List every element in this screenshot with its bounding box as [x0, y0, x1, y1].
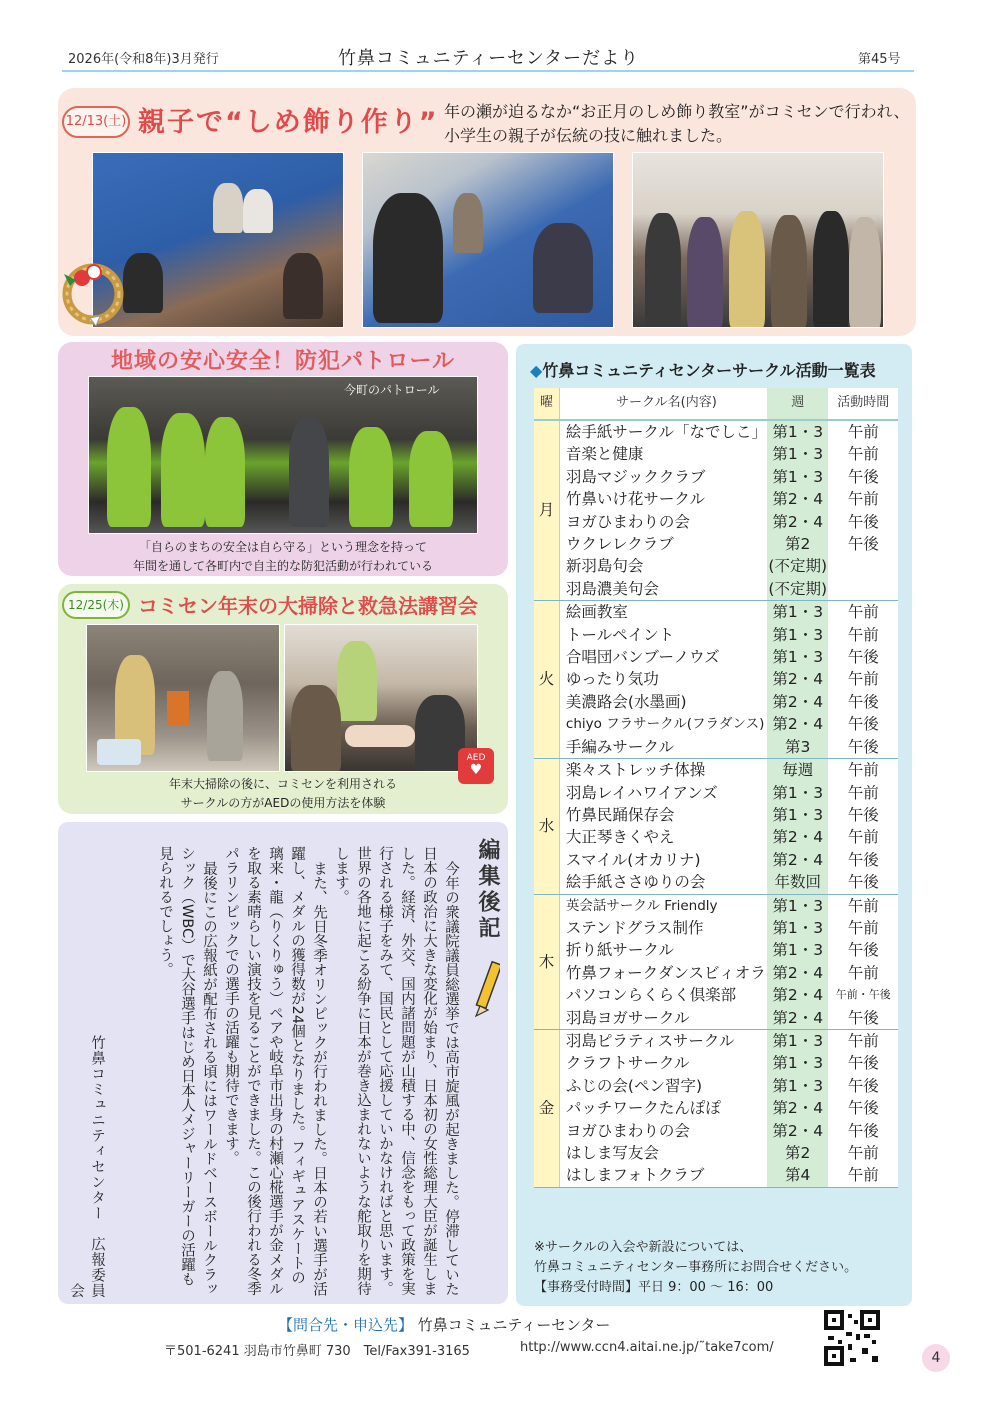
table-row — [534, 804, 898, 826]
shime-photo-2 — [362, 152, 614, 328]
table-header-row — [534, 388, 898, 420]
week-cell: 第1・3 — [767, 894, 829, 917]
header-week: 週 — [767, 388, 829, 420]
week-cell: 第1・3 — [767, 917, 829, 939]
shime-photo-1 — [92, 152, 344, 328]
editorial-signature: 竹鼻コミュニティセンター 広報委員会 — [68, 1034, 105, 1298]
editorial-title: 編集後記 — [475, 838, 500, 942]
aed-label: AED — [466, 753, 486, 763]
table-row — [534, 555, 898, 577]
week-cell: 毎週 — [767, 759, 829, 782]
time-cell: 午後 — [828, 736, 898, 759]
circles-note — [534, 1238, 906, 1298]
circle-name-cell: ヨガひまわりの会 — [565, 512, 690, 531]
time-cell: 午後 — [847, 805, 879, 824]
time-cell: 午前 — [847, 896, 879, 915]
footer-contact — [278, 1314, 610, 1335]
footer-contact-name: 竹鼻コミュニティーセンター — [417, 1316, 611, 1334]
week-cell: 第1・3 — [767, 804, 829, 826]
patrol-caption — [58, 538, 508, 576]
circle-name-cell: ゆったり気功 — [565, 670, 659, 689]
week-cell: 第2・4 — [767, 962, 829, 984]
circle-name-cell: パッチワークたんぽぽ — [565, 1099, 721, 1118]
circle-name-cell: 羽島レイハワイアンズ — [565, 783, 718, 802]
patrol-caption-line2: 年間を通して各町内で自主的な防犯活動が行われている — [132, 559, 433, 573]
week-cell: 第2・4 — [767, 691, 829, 713]
table-row — [534, 466, 898, 488]
time-cell: 午後 — [847, 467, 879, 486]
circle-name-cell: 羽島マジッククラブ — [565, 467, 706, 486]
cleaning-caption-line1: 年末大掃除の後に、コミセンを利用される — [168, 777, 397, 791]
circle-name-cell: 楽々ストレッチ体操 — [565, 761, 706, 780]
circle-name-cell: ヨガひまわりの会 — [565, 1121, 690, 1140]
week-cell: 第1・3 — [767, 1052, 829, 1074]
header-time: 活動時間 — [828, 388, 898, 420]
shime-wreath-icon — [60, 256, 126, 326]
table-row — [534, 646, 898, 668]
patrol-title: 地域の安心安全！防犯パトロール — [110, 349, 456, 374]
table-row — [534, 1029, 898, 1052]
week-cell: 第2・4 — [767, 984, 829, 1006]
week-cell: 第3 — [767, 736, 829, 759]
time-cell: 午後 — [847, 1054, 879, 1073]
time-cell: 午後 — [847, 1099, 879, 1118]
cleaning-caption — [58, 775, 508, 813]
circle-name-cell: 折り紙サークル — [565, 941, 674, 960]
cleaning-photo — [86, 624, 280, 772]
time-cell — [828, 555, 898, 577]
table-row — [534, 691, 898, 713]
table-row — [534, 871, 898, 894]
cleaning-date-badge: 12/25(木) — [62, 591, 130, 619]
week-cell: 第1・3 — [767, 646, 829, 668]
patrol-caption-line1: 「自らのまちの安全は自ら守る」という理念を持って — [138, 540, 427, 554]
circle-name-cell: 竹鼻フォークダンスビィオラ — [565, 963, 766, 982]
time-cell: 午前 — [847, 918, 879, 937]
time-cell: 午後 — [847, 692, 879, 711]
week-cell: 第1・3 — [767, 624, 829, 646]
day-cell: 木 — [534, 894, 559, 1029]
circles-title-text: 竹鼻コミュニティセンターサークル活動一覧表 — [542, 361, 876, 380]
table-row — [534, 1007, 898, 1030]
circle-name-cell: 竹鼻いけ花サークル — [565, 490, 705, 509]
time-cell: 午後 — [847, 535, 879, 554]
time-cell: 午前 — [847, 490, 879, 509]
circles-title — [530, 358, 876, 381]
time-cell: 午前 — [847, 603, 879, 622]
qr-code-icon[interactable] — [824, 1310, 880, 1366]
circle-name-cell: 羽島ピラティスサークル — [565, 1031, 735, 1050]
table-row — [534, 939, 898, 961]
circles-note-line3: 【事務受付時間】平日 9：00 ～ 16：00 — [534, 1280, 774, 1295]
circle-name-cell: クラフトサークル — [565, 1054, 690, 1073]
cleaning-caption-line2: サークルの方がAEDの使用方法を体験 — [180, 796, 386, 810]
table-row — [534, 443, 898, 465]
editorial-paragraph-2: また、先日冬季オリンピックが行われました。日本の若い選手が活躍し、メダルの獲得数が24個となりました。フィギュアスケートの璃来・龍（りくりゅう）ペアや岐阜市出身の村瀬心椛選手が金メダルを取る素晴らしい演技を見ることができました。この後行われる冬季パラリンピックでの選手の活躍も期待できます。 — [223, 846, 327, 1296]
aed-icon: AED ♥ — [458, 748, 494, 784]
week-cell: 第2・4 — [767, 713, 829, 735]
week-cell: 第2・4 — [767, 1007, 829, 1030]
table-row — [534, 624, 898, 646]
shime-description: 年の瀬が迫るなか“お正月のしめ飾り教室”がコミセンで行われ、小学生の親子が伝統の技に触れました。 — [444, 102, 910, 145]
editorial-paragraph-1: 今年の衆議院議員総選挙では高市旋風が起きました。停滞していた日本の政治に大きな変化が始まり、日本初の女性総理大臣が誕生しました。経済、外交、国内諸問題が山積する中、信念をもって政策を実行される様子をみて、国民として応援していかなければと思います。世界の各地に起こる紛争に日本が巻き込まれないような舵取りを期待します。 — [333, 846, 459, 1296]
table-row — [534, 1164, 898, 1187]
table-row — [534, 488, 898, 510]
table-row — [534, 1097, 898, 1119]
time-cell: 午後 — [828, 871, 898, 894]
time-cell: 午後 — [847, 512, 879, 531]
time-cell: 午前・午後 — [835, 988, 891, 1002]
circle-name-cell: トールペイント — [565, 625, 675, 644]
time-cell: 午前 — [847, 423, 879, 441]
circle-name-cell: 美濃路会(水墨画) — [565, 692, 687, 711]
table-row — [534, 1142, 898, 1164]
table-row — [534, 713, 898, 735]
week-cell: (不定期) — [767, 555, 829, 577]
time-cell: 午後 — [847, 850, 879, 869]
week-cell: 第1・3 — [767, 1075, 829, 1097]
time-cell: 午前 — [847, 828, 879, 847]
footer-url-link[interactable]: http://www.ccn4.aitai.ne.jp/˜take7com/ — [520, 1340, 774, 1355]
table-row — [534, 668, 898, 690]
week-cell: 第1・3 — [767, 1029, 829, 1052]
header-day: 曜 — [534, 388, 559, 420]
aed-photo — [284, 624, 478, 772]
week-cell: 第2・4 — [767, 488, 829, 510]
week-cell: 第1・3 — [767, 939, 829, 961]
time-cell: 午後 — [828, 1007, 898, 1030]
day-cell: 金 — [534, 1029, 559, 1187]
table-row — [534, 511, 898, 533]
editorial-paragraph-3: 最後にこの広報紙が配布される頃にはワールドベースボールクラッシック（WBC）で大谷選手はじめ日本人メジャーリーガーの活躍も見られるでしょう。 — [157, 846, 217, 1296]
day-cell: 月 — [534, 420, 559, 601]
circles-table — [534, 388, 898, 1188]
shime-date-badge: 12/13(土) — [62, 106, 130, 138]
diamond-icon: ◆ — [530, 361, 543, 380]
time-cell: 午前 — [847, 1144, 879, 1162]
week-cell: 第1・3 — [767, 601, 829, 624]
circle-name-cell: 大正琴きくやえ — [565, 828, 675, 847]
table-row — [534, 984, 898, 1006]
shime-title: 親子で“しめ飾り作り” — [138, 107, 439, 138]
table-row — [534, 782, 898, 804]
week-cell: 第1・3 — [767, 782, 829, 804]
week-cell: 第1・3 — [767, 466, 829, 488]
patrol-photo — [88, 376, 478, 534]
circle-name-cell: 羽島ヨガサークル — [559, 1007, 767, 1030]
day-cell: 火 — [534, 601, 559, 759]
week-cell: 第2 — [767, 1142, 829, 1164]
newsletter-title: 竹鼻コミュニティーセンターだより — [338, 48, 640, 69]
week-cell: 第2・4 — [767, 1097, 829, 1119]
circle-name-cell: ウクレレクラブ — [565, 535, 674, 554]
circle-name-cell: 竹鼻民踊保存会 — [565, 805, 675, 824]
table-row — [534, 601, 898, 624]
time-cell: 午前 — [847, 445, 879, 464]
week-cell: 第2・4 — [767, 826, 829, 848]
time-cell: 午前 — [828, 1164, 898, 1187]
week-cell: (不定期) — [767, 578, 829, 601]
time-cell: 午後 — [847, 1076, 879, 1095]
circle-name-cell: はしまフォトクラブ — [559, 1164, 767, 1187]
cleaning-title: コミセン年末の大掃除と救急法講習会 — [138, 594, 478, 618]
footer-address: 〒501-6241 羽島市竹鼻町 730 Tel/Fax391-3165 — [164, 1344, 470, 1359]
table-row — [534, 1120, 898, 1142]
circle-name-cell: 羽島濃美句会 — [559, 578, 767, 601]
circle-name-cell: ステンドグラス制作 — [565, 918, 704, 937]
table-row — [534, 736, 898, 759]
circle-name-cell: ふじの会(ペン習字) — [565, 1076, 703, 1095]
issue-number: 第45号 — [858, 52, 901, 67]
circle-name-cell: パソコンらくらく倶楽部 — [565, 986, 737, 1005]
header-divider — [62, 70, 914, 72]
week-cell: 第1・3 — [767, 420, 829, 443]
circle-name-cell: 絵手紙サークル「なでしこ」 — [565, 423, 767, 441]
week-cell: 第2・4 — [767, 511, 829, 533]
table-row — [534, 578, 898, 601]
pencil-icon — [470, 958, 500, 1028]
editorial-body — [68, 846, 462, 1298]
table-row — [534, 962, 898, 984]
circle-name-cell: 合唱団バンブーノウズ — [565, 648, 720, 667]
header-name: サークル名(内容) — [559, 388, 767, 420]
table-row — [534, 826, 898, 848]
time-cell: 午前 — [847, 625, 879, 644]
time-cell: 午前 — [847, 963, 879, 982]
circle-name-cell: 新羽島句会 — [565, 557, 644, 576]
shime-photo-3 — [632, 152, 884, 328]
table-row — [534, 420, 898, 443]
table-row — [534, 1052, 898, 1074]
time-cell: 午後 — [847, 941, 879, 960]
circle-name-cell: chiyo フラサークル(フラダンス) — [565, 716, 765, 733]
footer-contact-label: 【問合先・申込先】 — [278, 1316, 414, 1334]
time-cell: 午前 — [847, 783, 879, 802]
circle-name-cell: 英会話サークル Friendly — [565, 897, 718, 914]
time-cell: 午前 — [847, 1031, 879, 1050]
week-cell: 第2 — [767, 533, 829, 555]
circle-name-cell: 絵画教室 — [565, 603, 628, 622]
circle-name-cell: 絵手紙ささゆりの会 — [559, 871, 767, 894]
week-cell: 第2・4 — [767, 849, 829, 871]
circles-note-line2: 竹鼻コミュニティセンター事務所にお問合せください。 — [534, 1260, 858, 1275]
week-cell: 第1・3 — [767, 443, 829, 465]
table-row — [534, 533, 898, 555]
table-row — [534, 1075, 898, 1097]
week-cell: 第2・4 — [767, 1120, 829, 1142]
time-cell: 午前 — [847, 761, 879, 780]
issue-date: 2026年(令和8年)3月発行 — [68, 52, 219, 67]
table-row — [534, 849, 898, 871]
time-cell: 午後 — [847, 1121, 879, 1140]
circles-note-line1: ※サークルの入会や新設については、 — [534, 1240, 753, 1255]
patrol-photo-label: 今町のパトロール — [344, 383, 440, 397]
day-cell: 水 — [534, 759, 559, 894]
time-cell — [828, 578, 898, 601]
circle-name-cell: 手編みサークル — [559, 736, 767, 759]
time-cell: 午前 — [847, 670, 879, 689]
week-cell: 第4 — [767, 1164, 829, 1187]
circle-name-cell: スマイル(オカリナ) — [565, 850, 701, 869]
week-cell: 第2・4 — [767, 668, 829, 690]
circle-name-cell: 音楽と健康 — [565, 445, 644, 464]
page-number: 4 — [922, 1344, 950, 1372]
time-cell: 午後 — [847, 648, 879, 667]
circle-name-cell: はしま写友会 — [565, 1144, 659, 1162]
table-row — [534, 894, 898, 917]
table-row — [534, 759, 898, 782]
table-row — [534, 917, 898, 939]
week-cell: 年数回 — [767, 871, 829, 894]
time-cell: 午後 — [847, 715, 879, 734]
